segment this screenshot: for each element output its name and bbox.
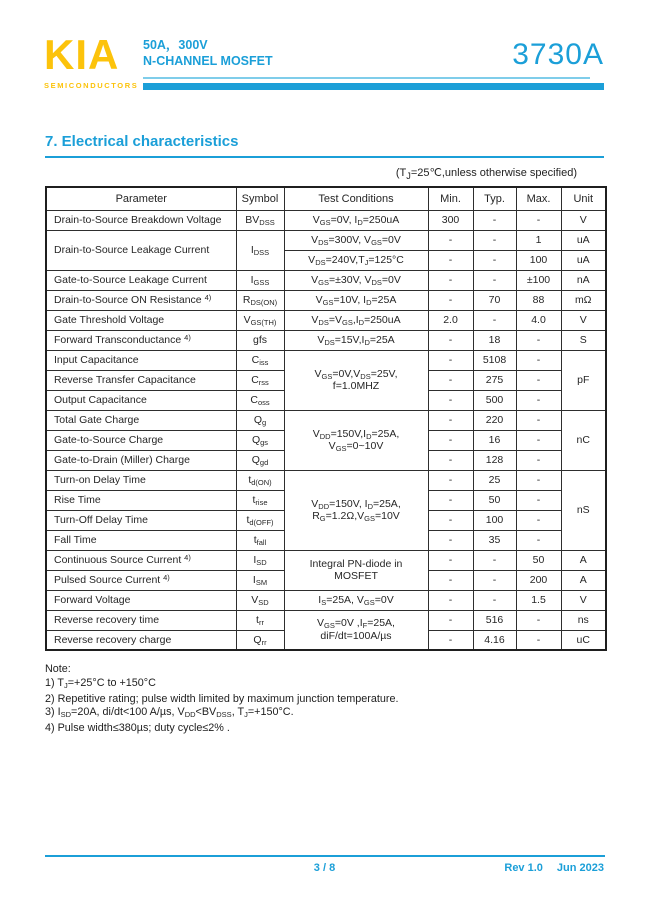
table-cell: - bbox=[516, 430, 561, 450]
table-cell: - bbox=[428, 550, 473, 570]
table-cell: 100 bbox=[516, 250, 561, 270]
note-line: 2) Repetitive rating; pulse width limited by maximum junction temperature. bbox=[45, 692, 399, 705]
table-cell: 1 bbox=[516, 230, 561, 250]
table-cell: 1.5 bbox=[516, 590, 561, 610]
table-cell: $V_{GS(TH)}$ bbox=[236, 310, 284, 330]
table-cell: Rise Time bbox=[46, 490, 236, 510]
table-cell: A bbox=[561, 570, 606, 590]
table-cell: uA bbox=[561, 230, 606, 250]
table-cell: 300 bbox=[428, 210, 473, 230]
table-cell: 25 bbox=[473, 470, 516, 490]
table-cell: Reverse recovery charge bbox=[46, 630, 236, 650]
table-cell: Pulsed Source Current $^{4)}$ bbox=[46, 570, 236, 590]
table-cell: ns bbox=[561, 610, 606, 630]
table-cell: 5108 bbox=[473, 350, 516, 370]
table-cell: $I_S=25A$, $V_{GS}=0V$ bbox=[284, 590, 428, 610]
table-cell: Continuous Source Current $^{4)}$ bbox=[46, 550, 236, 570]
table-cell: - bbox=[473, 270, 516, 290]
table-cell: 516 bbox=[473, 610, 516, 630]
table-row bbox=[46, 310, 606, 330]
device-type: N-CHANNEL MOSFET bbox=[143, 54, 273, 68]
table-cell: 50 bbox=[516, 550, 561, 570]
table-cell: nS bbox=[561, 470, 606, 550]
table-cell: $V_{GS}=0V,V_{DS}=25V$, f=1.0MHZ bbox=[284, 350, 428, 410]
table-cell: nA bbox=[561, 270, 606, 290]
table-row bbox=[46, 590, 606, 610]
table-cell: - bbox=[516, 610, 561, 630]
table-row bbox=[46, 210, 606, 230]
table-cell: - bbox=[428, 350, 473, 370]
column-header: Typ. bbox=[473, 187, 516, 210]
table-cell: S bbox=[561, 330, 606, 350]
table-cell: - bbox=[516, 530, 561, 550]
table-cell: $I_{DSS}$ bbox=[236, 230, 284, 270]
table-cell: uC bbox=[561, 630, 606, 650]
table-cell: Gate Threshold Voltage bbox=[46, 310, 236, 330]
table-cell: $C_{rss}$ bbox=[236, 370, 284, 390]
table-cell: $Q_{gs}$ bbox=[236, 430, 284, 450]
table-cell: 4.16 bbox=[473, 630, 516, 650]
table-cell: $C_{iss}$ bbox=[236, 350, 284, 370]
table-cell: $Q_{gd}$ bbox=[236, 450, 284, 470]
table-cell: 50 bbox=[473, 490, 516, 510]
table-row bbox=[46, 410, 606, 430]
table-cell: 2.0 bbox=[428, 310, 473, 330]
part-number: 3730A bbox=[512, 38, 604, 71]
table-cell: - bbox=[473, 550, 516, 570]
table-cell: V bbox=[561, 210, 606, 230]
table-row bbox=[46, 290, 606, 310]
table-cell: $V_{GS}=\pm 30V$, $V_{DS}=0V$ bbox=[284, 270, 428, 290]
note-line: 3) $I_{SD}=20A$, di/dt<100 A/µs, $V_{DD}<BV_{DSS}$, $T_J=+150^\circ C$. bbox=[45, 706, 294, 720]
table-cell: - bbox=[428, 370, 473, 390]
table-cell: Fall Time bbox=[46, 530, 236, 550]
table-cell: $V_{DD}=150V,I_D=25A$, $V_{GS}=0\sim 10V$ bbox=[284, 410, 428, 470]
table-cell: $C_{oss}$ bbox=[236, 390, 284, 410]
table-cell: - bbox=[473, 230, 516, 250]
table-cell: Total Gate Charge bbox=[46, 410, 236, 430]
table-cell: - bbox=[428, 410, 473, 430]
table-cell: mΩ bbox=[561, 290, 606, 310]
table-cell: - bbox=[516, 390, 561, 410]
table-cell: ±100 bbox=[516, 270, 561, 290]
table-cell: Reverse Transfer Capacitance bbox=[46, 370, 236, 390]
table-cell: $Q_g$ bbox=[236, 410, 284, 430]
table-cell: Gate-to-Source Leakage Current bbox=[46, 270, 236, 290]
table-cell: 100 bbox=[473, 510, 516, 530]
table-cell: $V_{DD}=150V$, $I_D=25A$, $R_G=1.2\Omega,V_{GS}=10V$ bbox=[284, 470, 428, 550]
table-cell: V bbox=[561, 310, 606, 330]
table-cell: - bbox=[516, 450, 561, 470]
table-cell: $V_{DS}=V_{GS},I_D=250uA$ bbox=[284, 310, 428, 330]
note-line: 4) Pulse width≤380µs; duty cycle≤2% . bbox=[45, 722, 230, 735]
table-cell: Input Capacitance bbox=[46, 350, 236, 370]
table-row bbox=[46, 270, 606, 290]
table-cell: nC bbox=[561, 410, 606, 470]
kia-logo: KIA bbox=[44, 31, 120, 78]
table-cell: A bbox=[561, 550, 606, 570]
table-cell: - bbox=[516, 490, 561, 510]
table-cell: - bbox=[516, 410, 561, 430]
table-row bbox=[46, 470, 606, 490]
device-description bbox=[143, 37, 273, 69]
table-cell: 16 bbox=[473, 430, 516, 450]
test-condition-note: ($T_J=25℃,unless$ otherwise specified) bbox=[395, 167, 577, 182]
kia-logo-subtext: SEMICONDUCTORS bbox=[44, 81, 139, 90]
table-cell: - bbox=[428, 530, 473, 550]
table-cell: $R_{DS(ON)}$ bbox=[236, 290, 284, 310]
header-rule-thick bbox=[143, 83, 604, 90]
notes-title: Note: bbox=[45, 663, 71, 675]
table-row bbox=[46, 230, 606, 250]
table-cell: $t_{rise}$ bbox=[236, 490, 284, 510]
table-cell: - bbox=[428, 390, 473, 410]
table-cell: gfs bbox=[236, 330, 284, 350]
table-cell: $V_{GS}=0V$, $I_D=250uA$ bbox=[284, 210, 428, 230]
table-cell: pF bbox=[561, 350, 606, 410]
table-cell: Drain-to-Source Breakdown Voltage bbox=[46, 210, 236, 230]
table-cell: $BV_{DSS}$ bbox=[236, 210, 284, 230]
table-row bbox=[46, 330, 606, 350]
column-header: Test Conditions bbox=[284, 187, 428, 210]
column-header: Unit bbox=[561, 187, 606, 210]
table-cell: - bbox=[473, 590, 516, 610]
page-number: 3 / 8 bbox=[313, 862, 336, 874]
table-cell: Forward Voltage bbox=[46, 590, 236, 610]
table-cell: Turn-on Delay Time bbox=[46, 470, 236, 490]
table-cell: - bbox=[516, 210, 561, 230]
header-rule-thin bbox=[143, 77, 590, 79]
note-line: 1) $T_J=+25^\circ C$ to +150°C bbox=[45, 676, 156, 690]
table-cell: - bbox=[473, 250, 516, 270]
table-cell: $V_{DS}=300V$, $V_{GS}=0V$ bbox=[284, 230, 428, 250]
table-cell: - bbox=[473, 570, 516, 590]
table-cell: - bbox=[516, 350, 561, 370]
section-title: 7. Electrical characteristics bbox=[45, 133, 239, 150]
table-cell: - bbox=[428, 250, 473, 270]
table-cell: $I_{SM}$ bbox=[236, 570, 284, 590]
table-cell: Turn-Off Delay Time bbox=[46, 510, 236, 530]
table-cell: Gate-to-Source Charge bbox=[46, 430, 236, 450]
table-cell: - bbox=[516, 470, 561, 490]
table-cell: - bbox=[516, 630, 561, 650]
table-cell: - bbox=[428, 330, 473, 350]
device-rating: 50A，300V bbox=[143, 38, 208, 52]
table-cell: V bbox=[561, 590, 606, 610]
table-row bbox=[46, 550, 606, 570]
table-cell: 220 bbox=[473, 410, 516, 430]
table-cell: $Q_{rr}$ bbox=[236, 630, 284, 650]
column-header: Symbol bbox=[236, 187, 284, 210]
table-cell: 35 bbox=[473, 530, 516, 550]
table-cell: $I_{GSS}$ bbox=[236, 270, 284, 290]
table-cell: 200 bbox=[516, 570, 561, 590]
table-cell: Forward Transconductance $^{4)}$ bbox=[46, 330, 236, 350]
table-cell: 70 bbox=[473, 290, 516, 310]
table-cell: Drain-to-Source ON Resistance $^{4)}$ bbox=[46, 290, 236, 310]
table-cell: - bbox=[428, 590, 473, 610]
table-cell: - bbox=[428, 610, 473, 630]
revision-date: Jun 2023 bbox=[556, 862, 604, 874]
table-header-row bbox=[46, 187, 606, 210]
section-underline bbox=[45, 156, 604, 158]
table-cell: Drain-to-Source Leakage Current bbox=[46, 230, 236, 270]
table-cell: - bbox=[516, 370, 561, 390]
footer-rule bbox=[45, 855, 605, 857]
revision-label: Rev 1.0 bbox=[504, 862, 543, 874]
revision-block bbox=[504, 862, 604, 874]
table-cell: - bbox=[428, 230, 473, 250]
table-cell: - bbox=[428, 510, 473, 530]
column-header: Parameter bbox=[46, 187, 236, 210]
table-cell: $V_{DS}=240V,T_J=125^\circ C$ bbox=[284, 250, 428, 270]
column-header: Max. bbox=[516, 187, 561, 210]
column-header: Min. bbox=[428, 187, 473, 210]
table-cell: - bbox=[428, 630, 473, 650]
table-cell: Output Capacitance bbox=[46, 390, 236, 410]
table-cell: Reverse recovery time bbox=[46, 610, 236, 630]
table-cell: Integral PN-diode in MOSFET bbox=[284, 550, 428, 590]
electrical-table bbox=[45, 186, 607, 651]
table-cell: 4.0 bbox=[516, 310, 561, 330]
table-cell: $V_{SD}$ bbox=[236, 590, 284, 610]
table-cell: 275 bbox=[473, 370, 516, 390]
table-cell: $t_{fall}$ bbox=[236, 530, 284, 550]
table-row bbox=[46, 610, 606, 630]
table-cell: - bbox=[516, 330, 561, 350]
notes-block bbox=[45, 663, 398, 736]
table-cell: - bbox=[428, 430, 473, 450]
table-cell: - bbox=[428, 450, 473, 470]
table-cell: $V_{DS}=15V,I_D=25A$ bbox=[284, 330, 428, 350]
table-cell: - bbox=[428, 270, 473, 290]
table-cell: $t_{rr}$ bbox=[236, 610, 284, 630]
table-cell: - bbox=[428, 290, 473, 310]
table-cell: $V_{GS}=0V$ $,I_F=25A$, diF/dt=100A/µs bbox=[284, 610, 428, 650]
table-cell: $I_{SD}$ bbox=[236, 550, 284, 570]
table-cell: - bbox=[428, 470, 473, 490]
table-cell: uA bbox=[561, 250, 606, 270]
table-cell: 18 bbox=[473, 330, 516, 350]
table-row bbox=[46, 350, 606, 370]
table-cell: $V_{GS}=10V$, $I_D=25A$ bbox=[284, 290, 428, 310]
table-cell: - bbox=[473, 310, 516, 330]
table-cell: $t_{d(OFF)}$ bbox=[236, 510, 284, 530]
table-cell: - bbox=[473, 210, 516, 230]
table-cell: - bbox=[516, 510, 561, 530]
table-cell: 88 bbox=[516, 290, 561, 310]
table-cell: 500 bbox=[473, 390, 516, 410]
table-cell: 128 bbox=[473, 450, 516, 470]
table-cell: - bbox=[428, 570, 473, 590]
table-cell: Gate-to-Drain (Miller) Charge bbox=[46, 450, 236, 470]
table-cell: - bbox=[428, 490, 473, 510]
table-cell: $t_{d(ON)}$ bbox=[236, 470, 284, 490]
